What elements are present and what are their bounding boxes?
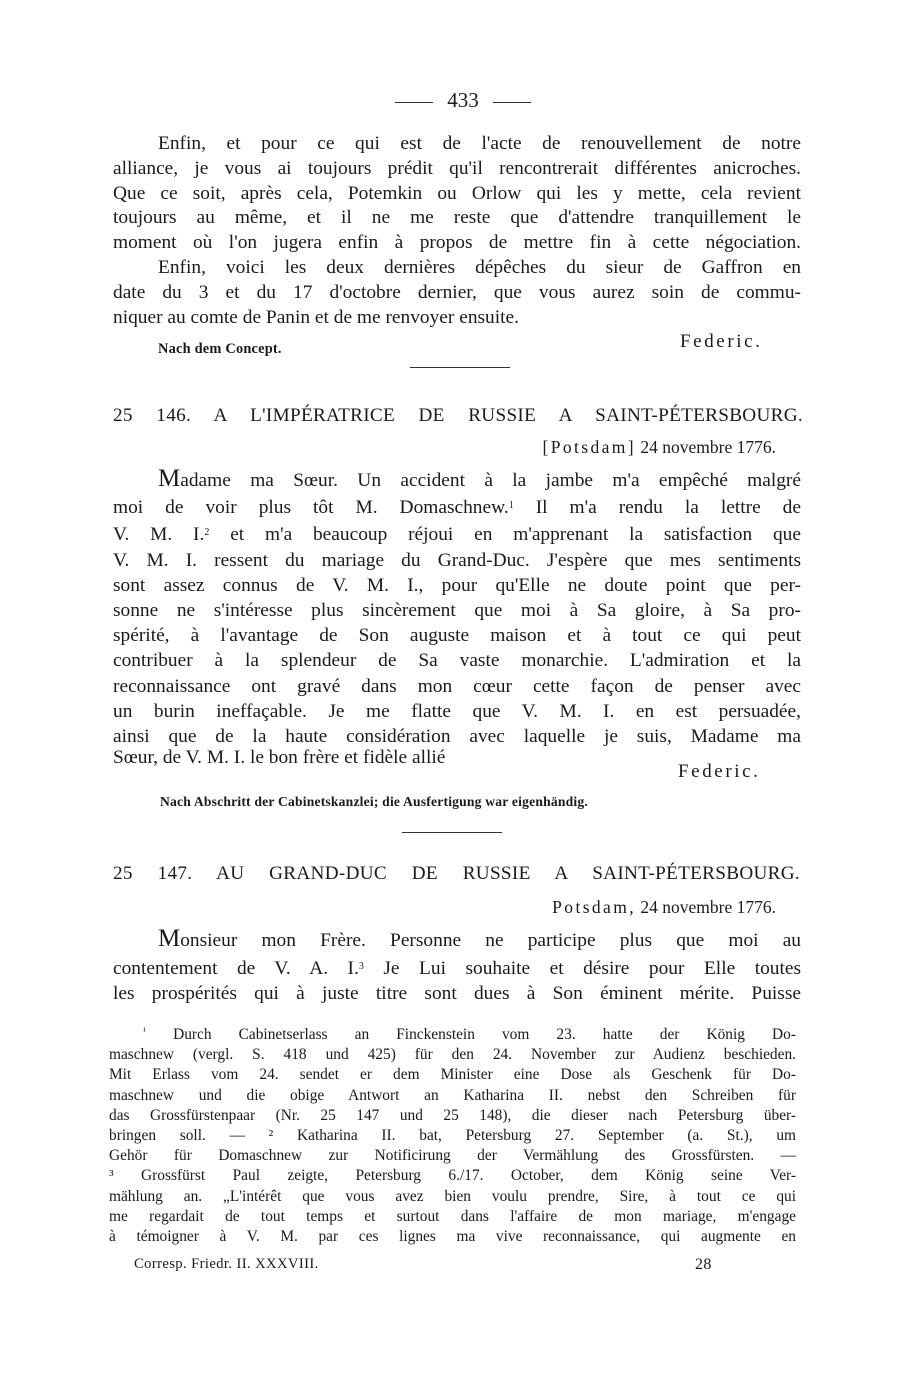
- text-line: ainsi que de la haute considération avec laquelle je suis, Madame ma: [113, 726, 801, 748]
- text-line: sont assez connus de V. M. I., pour qu'Elle ne doute point que per-: [113, 574, 801, 596]
- footer-source: Corresp. Friedr. II. XXXVIII.: [134, 1256, 319, 1272]
- signature: Federic.: [680, 331, 763, 352]
- header-rule-right: [493, 102, 531, 103]
- text-line: contentement de V. A. I.$^3$ Je Lui souhaite et désire pour Elle toutes: [113, 957, 802, 979]
- text-line: sonne ne s'intéresse plus sincèrement que moi à Sa gloire, à Sa pro-: [113, 600, 801, 622]
- signature: Federic.: [678, 761, 761, 782]
- previous-letter-paragraph-1: [113, 132, 801, 256]
- page-header: [0, 88, 900, 113]
- footnote-mark: 3: [358, 960, 364, 972]
- letter-place: [Potsdam]: [542, 437, 637, 457]
- text-line: contribuer à la splendeur de Sa vaste monarchie. L'admiration et la: [113, 650, 801, 672]
- letter-dateline: [420, 897, 776, 918]
- text-line: V. M. I.$^2$ et m'a beaucoup réjoui en m'apprenant la satisfaction que: [113, 524, 801, 546]
- footer-sheet-number: 28: [695, 1256, 712, 1273]
- letter-body: [113, 466, 801, 749]
- footnote-line: $^{^1}$ Durch Cabinetserlass an Finckenstein vom 23. hatte der König Do-: [143, 1026, 796, 1043]
- text-line: Monsieur mon Frère. Personne ne participe plus que moi au: [158, 925, 801, 952]
- text-line: date du 3 et du 17 d'octobre dernier, que vous aurez soin de commu-: [113, 281, 801, 303]
- footnote-line: ³ Grossfürst Paul zeigte, Petersburg 6./17. October, dem König seine Ver-: [109, 1167, 796, 1185]
- footnote-line: Gehör für Domaschnew zur Notificirung der Vermählung des Grossfürsten. —: [109, 1147, 796, 1165]
- text-line: moment où l'on jugera enfin à propos de mettre fin à cette négociation.: [113, 232, 801, 254]
- page-number: 433: [447, 88, 479, 112]
- closing-line: Sœur, de V. M. I. le bon frère et fidèle allié: [113, 747, 446, 768]
- text-line: Enfin, et pour ce qui est de l'acte de renouvellement de notre: [158, 133, 801, 154]
- letter-heading: [113, 863, 800, 885]
- footnote-line: bringen soll. — ² Katharina II. bat, Petersburg 27. September (a. St.), um: [109, 1127, 796, 1145]
- initial-letter: M: [158, 925, 181, 952]
- text-line: [113, 466, 801, 493]
- section-divider: [402, 832, 502, 833]
- text-line: reconnaissance ont gravé dans mon cœur cette façon de penser avec: [113, 675, 801, 697]
- text-line: Que ce soit, après cela, Potemkin ou Orlow qui les y mette, cela revient: [113, 182, 801, 204]
- footnote-mark: ¹: [143, 1026, 146, 1037]
- footnote-line: das Grossfürstenpaar (Nr. 25 147 und 25 148), die dieser nach Petersburg über-: [109, 1106, 796, 1124]
- text-line: moi de voir plus tôt M. Domaschnew.$^1$ Il m'a rendu la lettre de: [113, 497, 801, 519]
- letter-body: [113, 926, 801, 1007]
- initial-letter: M: [158, 465, 181, 492]
- text-line: un burin ineffaçable. Je me flatte que V. M. I. en est persuadée,: [113, 700, 801, 722]
- text-line-content: adame ma Sœur. Un accident à la jambe m'a empêché malgré: [180, 470, 801, 491]
- source-note: Nach Abschritt der Cabinetskanzlei; die Ausfertigung war eigenhändig.: [160, 794, 588, 809]
- header-rule-left: [395, 102, 433, 103]
- footnote-line: Mit Erlass vom 24. sendet er dem Minister eine Dose als Geschenk für Do-: [109, 1066, 796, 1084]
- text-line: spérité, à l'avantage de Son auguste maison et à tout ce qui peut: [113, 625, 801, 647]
- letter-number: 25 147.: [113, 863, 193, 884]
- letter-title: AU GRAND-DUC DE RUSSIE A SAINT-PÉTERSBOURG.: [216, 863, 800, 884]
- footnote-mark: 2: [204, 527, 210, 539]
- text-line: V. M. I. ressent du mariage du Grand-Duc. J'espère que mes sentiments: [113, 549, 801, 571]
- letter-dateline: [400, 437, 776, 458]
- text-line: Enfin, voici les deux dernières dépêches du sieur de Gaffron en: [158, 257, 801, 278]
- letter-title: A L'IMPÉRATRICE DE RUSSIE A SAINT-PÉTERSBOURG.: [213, 405, 803, 426]
- text-line: alliance, je vous ai toujours prédit qu'il rencontrerait différentes anicroches.: [113, 157, 801, 179]
- footnote-line: me regardait de tout temps et surtout dans l'affaire de mon mariage, m'engage: [109, 1207, 796, 1225]
- letter-number: 25 146.: [113, 405, 192, 426]
- source-note: Nach dem Concept.: [158, 341, 282, 357]
- letter-date: 24 novembre 1776.: [640, 437, 776, 457]
- letter-place: Potsdam,: [552, 897, 637, 917]
- section-divider: [410, 367, 510, 368]
- text-line: niquer au comte de Panin et de me renvoyer ensuite.: [113, 306, 519, 328]
- previous-letter-paragraph-2: [113, 256, 801, 330]
- text-line: toujours au même, et il ne me reste que d'attendre tranquillement le: [113, 207, 801, 229]
- footnote-line: maschnew und die obige Antwort an Katharina II. nebst den Schreiben für: [109, 1086, 796, 1104]
- letter-heading: [113, 405, 803, 427]
- footnotes: [109, 1022, 796, 1247]
- footnote-line: à témoigner à V. M. par ces lignes ma vive reconnaissance, qui augmente en: [109, 1228, 796, 1246]
- letter-date: 24 novembre 1776.: [640, 897, 776, 917]
- footnote-mark: 1: [508, 500, 514, 512]
- footnote-line: mählung an. „L'intérêt que vous avez bien voulu prendre, Sire, à tout ce qui: [109, 1187, 796, 1205]
- text-line: les prospérités qui à juste titre sont dues à Son éminent mérite. Puisse: [113, 983, 801, 1004]
- footnote-line: maschnew (vergl. S. 418 und 425) für den 24. November zur Audienz beschieden.: [109, 1046, 796, 1064]
